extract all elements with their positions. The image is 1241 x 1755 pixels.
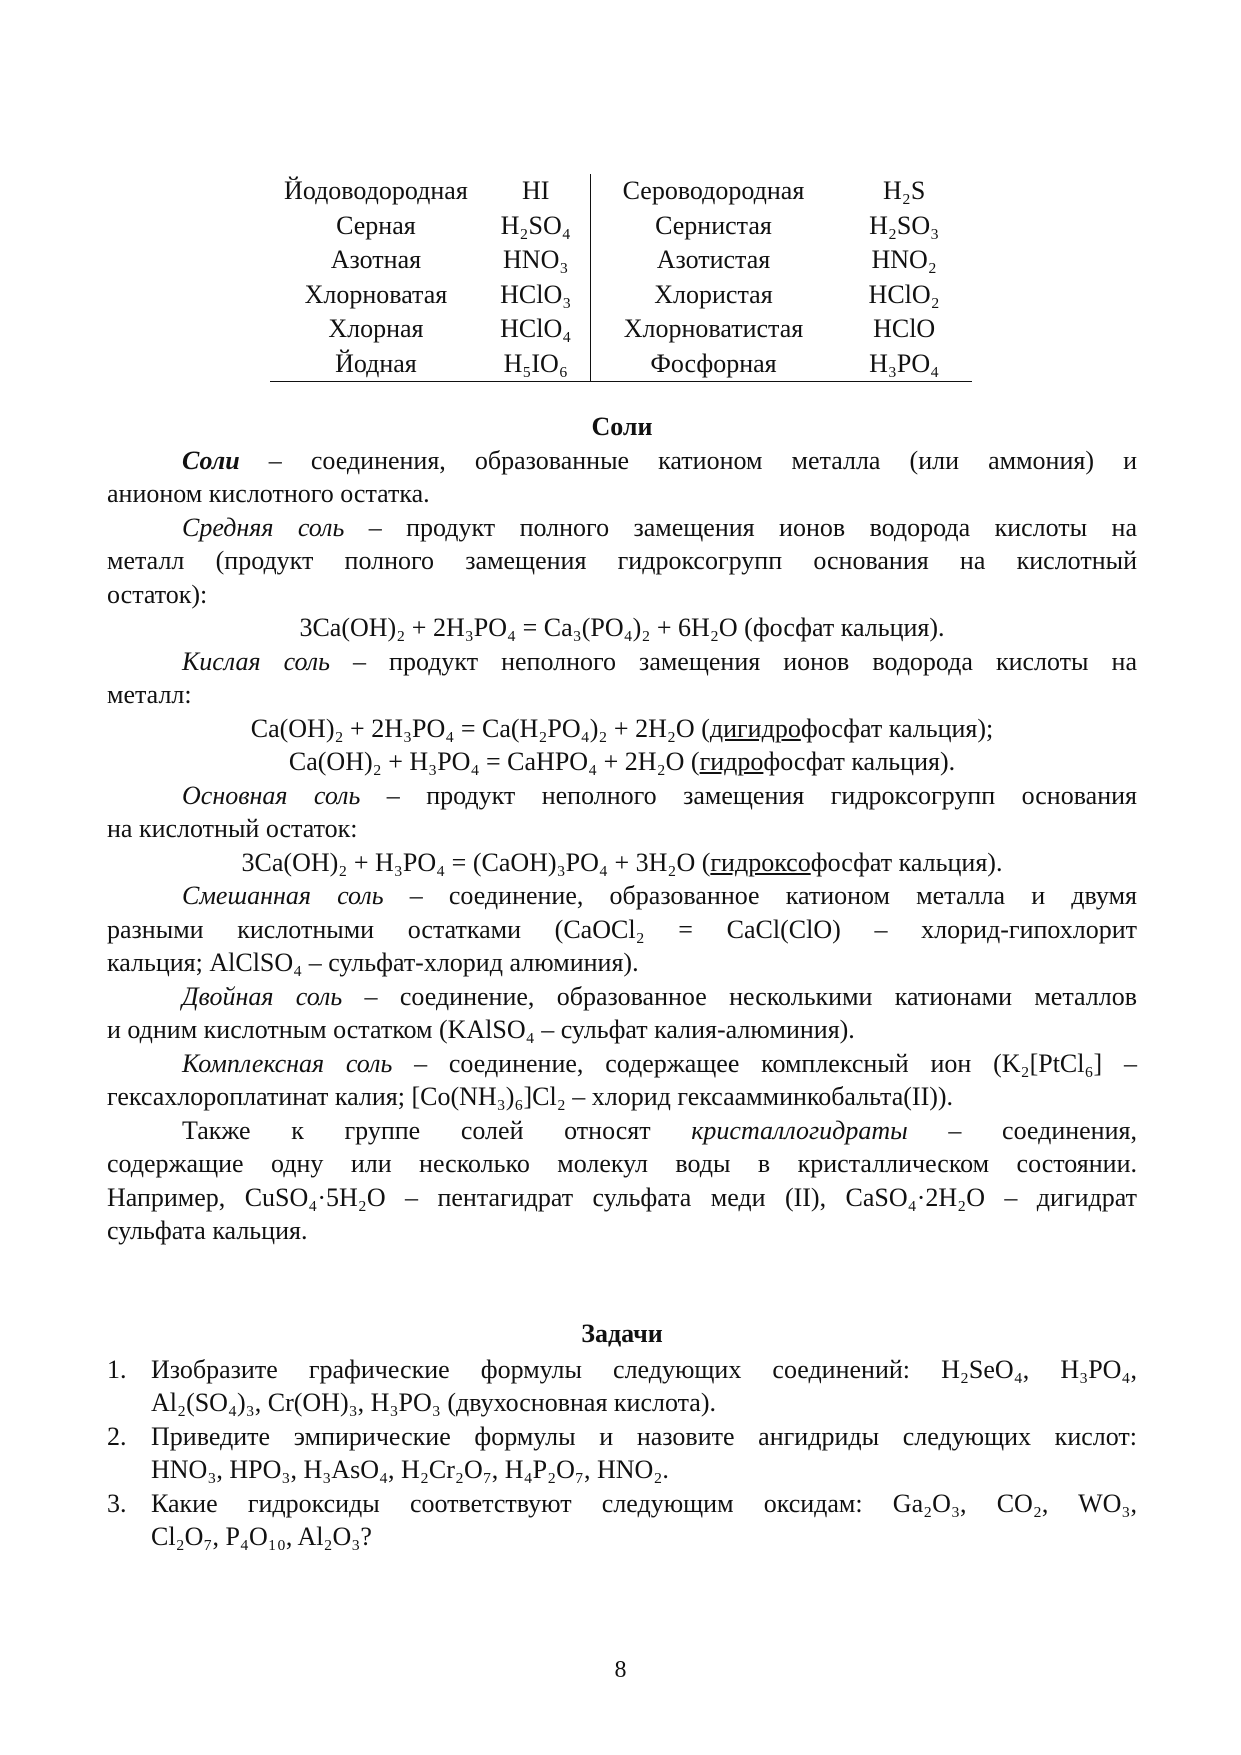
basic-salt-definition: Основная соль – продукт неполного замещения гидроксогрупп основания [182, 780, 1137, 810]
acid-name: Йодная [270, 347, 482, 382]
acid-row [270, 174, 972, 209]
medium-salt-definition: Средняя соль – продукт полного замещения ионов водорода кислоты на [182, 512, 1137, 542]
acid-formula: H₃PO₄ [836, 347, 972, 382]
task-item [107, 1353, 1137, 1420]
salts-definition-cont: анионом кислотного остатка. [107, 479, 430, 508]
salts-heading: Соли [591, 412, 653, 441]
tasks-heading: Задачи [581, 1319, 663, 1348]
task-text: Изобразите графические формулы следующих соединений: H₂SeO₄, H₃PO₄, [151, 1354, 1137, 1384]
equation-medium-salt: 3Ca(OH)₂ + 2H₃PO₄ = Ca₃(PO₄)₂ + 6H₂O (фосфат кальция). [299, 613, 945, 642]
task-number: 1. [107, 1354, 127, 1384]
mixed-salt-cont: кальция; AlClSO₄ – сульфат-хлорид алюминия). [107, 948, 639, 977]
acid-formula: HI [482, 174, 590, 209]
acid-row [270, 347, 972, 382]
acid-name: Азотистая [656, 245, 771, 274]
salts-section [107, 410, 1137, 1248]
acids-table [270, 174, 972, 382]
complex-salt-definition: Комплексная соль – соединение, содержащее комплексный ион (K₂[PtCl₆] – [182, 1048, 1137, 1078]
acid-name: Хлорноватая [304, 279, 448, 309]
acid-formula: HClO₃ [482, 278, 590, 313]
acid-formula: HClO₄ [482, 312, 590, 347]
acid-row [270, 243, 972, 278]
task-number: 2. [107, 1421, 127, 1451]
acid-formula: HNO₃ [482, 243, 590, 278]
page-number: 8 [614, 1657, 627, 1683]
acid-name: Хлорноватистая [623, 314, 804, 343]
acid-formula: H₂S [882, 176, 926, 205]
acid-name: Хлорная [328, 314, 424, 343]
tasks-section [107, 1317, 1137, 1554]
task-text: Какие гидроксиды соответствуют следующим оксидам: Ga₂O₃, CO₂, WO₃, [151, 1488, 1137, 1518]
acid-formula: HClO [873, 314, 936, 343]
acid-name: Азотная [330, 245, 422, 274]
acid-salt-definition: Кислая соль – продукт неполного замещения ионов водорода кислоты на [182, 646, 1137, 676]
task-item [107, 1487, 1137, 1554]
task-number: 3. [107, 1488, 127, 1518]
acid-name: Хлористая [654, 279, 773, 309]
task-text: Приведите эмпирические формулы и назовите ангидриды следующих кислот: [151, 1421, 1137, 1451]
equation-hydrophosphate: Ca(OH)₂ + H₃PO₄ = CaHPO₄ + 2H₂O (гидрофосфат кальция). [288, 747, 956, 776]
crystallohydrates-definition: Также к группе солей относят кристаллогидраты – соединения, [182, 1115, 1137, 1145]
acid-name: Йодоводородная [284, 176, 468, 205]
equation-hydroxophosphate: 3Ca(OH)₂ + H₃PO₄ = (CaOH)₃PO₄ + 3H₂O (гидроксофосфат кальция). [241, 847, 1003, 877]
medium-salt-cont: металл (продукт полного замещения гидроксогрупп основания на кислотный [107, 546, 1137, 575]
acid-name: Сернистая [655, 210, 772, 240]
crystallohydrates-cont: содержащие одну или несколько молекул воды в кристаллическом состоянии. [107, 1149, 1137, 1178]
mixed-salt-definition: Смешанная соль – соединение, образованное катионом металла и двумя [182, 881, 1137, 910]
acid-row [270, 209, 972, 244]
basic-salt-cont: на кислотный остаток: [107, 814, 358, 843]
crystallohydrates-cont: Например, CuSO₄·5H₂O – пентагидрат сульфата меди (II), CaSO₄·2H₂O – дигидрат [107, 1182, 1137, 1212]
acid-formula: H₅IO₆ [482, 347, 590, 382]
acid-formula: H₂SO₃ [869, 210, 940, 240]
salts-definition: Соли – соединения, образованные катионом металла (или аммония) и [182, 445, 1137, 475]
acid-row [270, 278, 972, 313]
acid-formula: HNO₂ [871, 245, 937, 274]
equation-dihydrophosphate: Ca(OH)₂ + 2H₃PO₄ = Ca(H₂PO₄)₂ + 2H₂O (дигидрофосфат кальция); [250, 713, 994, 743]
medium-salt-cont: остаток): [107, 579, 208, 609]
acid-row [270, 312, 972, 347]
acid-salt-cont: металл: [107, 680, 192, 709]
double-salt-definition: Двойная соль – соединение, образованное несколькими катионами металлов [182, 981, 1137, 1011]
acid-name: Фосфорная [590, 347, 836, 382]
task-item [107, 1420, 1137, 1487]
crystallohydrates-cont: сульфата кальция. [107, 1216, 308, 1245]
acid-name: Серная [336, 210, 416, 240]
acid-formula: HClO₂ [868, 279, 940, 309]
double-salt-cont: и одним кислотным остатком (KAlSO₄ – сульфат калия-алюминия). [107, 1015, 855, 1044]
mixed-salt-cont: разными кислотными остатками (CaOCl₂ = CaCl(ClO) – хлорид-гипохлорит [107, 914, 1137, 944]
task-text: Al₂(SO₄)₃, Cr(OH)₃, H₃PO₃ (двухосновная кислота). [151, 1388, 716, 1417]
task-text: Cl₂O₇, P₄O₁₀, Al₂O₃? [151, 1522, 372, 1551]
acid-formula: H₂SO₄ [482, 209, 590, 244]
task-text: HNO₃, HPO₃, H₃AsO₄, H₂Cr₂O₇, H₄P₂O₇, HNO₂. [151, 1455, 669, 1484]
acid-name: Сероводородная [622, 176, 805, 205]
complex-salt-cont: гексахлороплатинат калия; [Co(NH₃)₆]Cl₂ – хлорид гексаамминкобальта(II)). [107, 1082, 954, 1111]
